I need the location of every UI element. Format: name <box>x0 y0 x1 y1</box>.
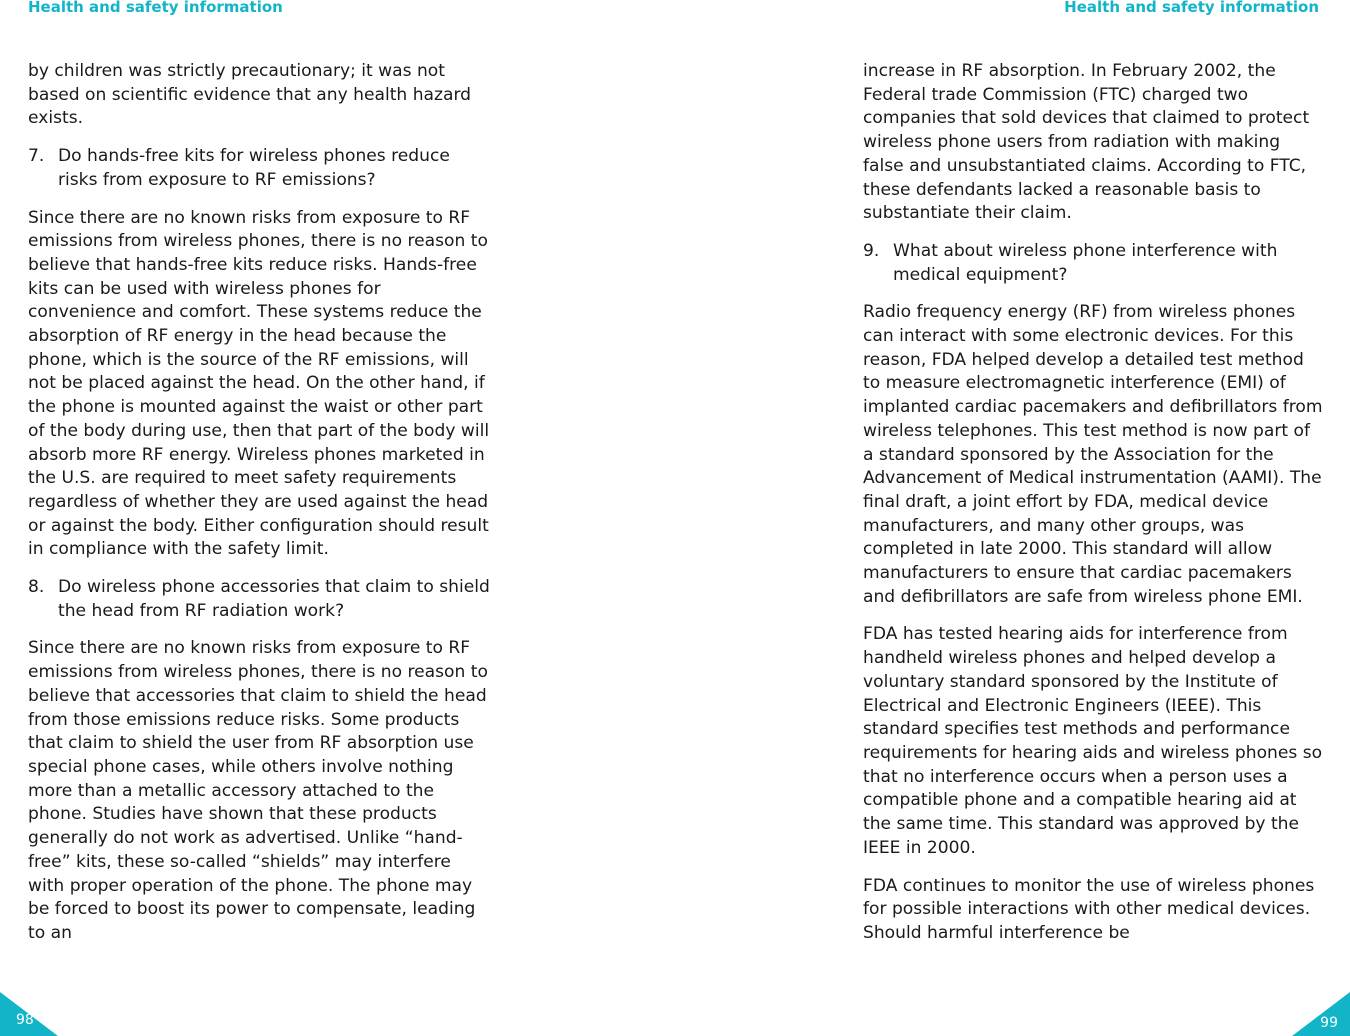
question-item <box>28 576 490 623</box>
page-number-tab <box>1292 992 1350 1036</box>
question-text: Do wireless phone accessories that claim to shield the head from RF radiation work? <box>58 577 490 621</box>
question-item <box>863 240 1325 287</box>
paragraph: FDA has tested hearing aids for interference from handheld wireless phones and helped develop a voluntary standard sponsored by the Institute of Electrical and Electronic Engineers (IEEE). This standard specifies test methods and performance requirements for hearing aids and wireless phones so that no interference occurs when a person uses a compatible phone and a compatible hearing aid at the same time. This standard was approved by the IEEE in 2000. <box>863 624 1323 858</box>
question-number: 9. <box>863 240 880 261</box>
left-page-body <box>28 60 490 960</box>
question-number: 7. <box>28 146 45 167</box>
paragraph: by children was strictly precautionary; it was not based on scientific evidence that any health hazard exists. <box>28 61 472 129</box>
left-running-header: Health and safety information <box>28 0 283 16</box>
page-number: 99 <box>1320 1015 1338 1031</box>
right-page <box>675 0 1350 1036</box>
paragraph: Since there are no known risks from exposure to RF emissions from wireless phones, there is no reason to believe that hands-free kits reduce risks. Hands-free kits can be used with wireless phones for convenience and comfort. These systems reduce the absorption of RF energy in the head because the phone, which is the source of the RF emissions, will not be placed against the head. On the other hand, if the phone is mounted against the waist or other part of the body during use, then that part of the body will absorb more RF energy. Wireless phones marketed in the U.S. are required to meet safety requirements regardless of whether they are used against the head or against the body. Either configuration should result in compliance with the safety limit. <box>28 207 490 560</box>
paragraph: Radio frequency energy (RF) from wireless phones can interact with some electronic devices. For this reason, FDA helped develop a detailed test method to measure electromagnetic interference (EMI) of implanted cardiac pacemakers and defibrillators from wireless telephones. This test method is now part of a standard sponsored by the Association for the Advancement of Medical instrumentation (AAMI). The final draft, a joint effort by FDA, medical device manufacturers, and many other groups, was completed in late 2000. This standard will allow manufacturers to ensure that cardiac pacemakers and defibrillators are safe from wireless phone EMI. <box>863 302 1323 607</box>
right-running-header: Health and safety information <box>1064 0 1319 16</box>
question-text: What about wireless phone interference with medical equipment? <box>893 240 1278 285</box>
question-number: 8. <box>28 577 45 598</box>
page-number-tab <box>0 992 58 1036</box>
paragraph: FDA continues to monitor the use of wireless phones for possible interactions with other medical devices. Should harmful interference be <box>863 875 1315 943</box>
question-text: Do hands-free kits for wireless phones reduce risks from exposure to RF emissions? <box>58 146 450 190</box>
paragraph: increase in RF absorption. In February 2002, the Federal trade Commission (FTC) charged two companies that sold devices that claimed to protect wireless phone users from radiation with making false and unsubstantiated claims. According to FTC, these defendants lacked a reasonable basis to substantiate their claim. <box>863 61 1310 224</box>
right-page-body <box>863 60 1325 960</box>
page-number: 98 <box>16 1012 34 1028</box>
question-item <box>28 145 490 192</box>
paragraph: Since there are no known risks from exposure to RF emissions from wireless phones, there is no reason to believe that accessories that claim to shield the head from those emissions reduce risks. Some products that claim to shield the user from RF absorption use special phone cases, while others involve nothing more than a metallic accessory attached to the phone. Studies have shown that these products generally do not work as advertised. Unlike “hand-free” kits, these so-called “shields” may interfere with proper operation of the phone. The phone may be forced to boost its power to compensate, leading to an <box>28 638 488 943</box>
